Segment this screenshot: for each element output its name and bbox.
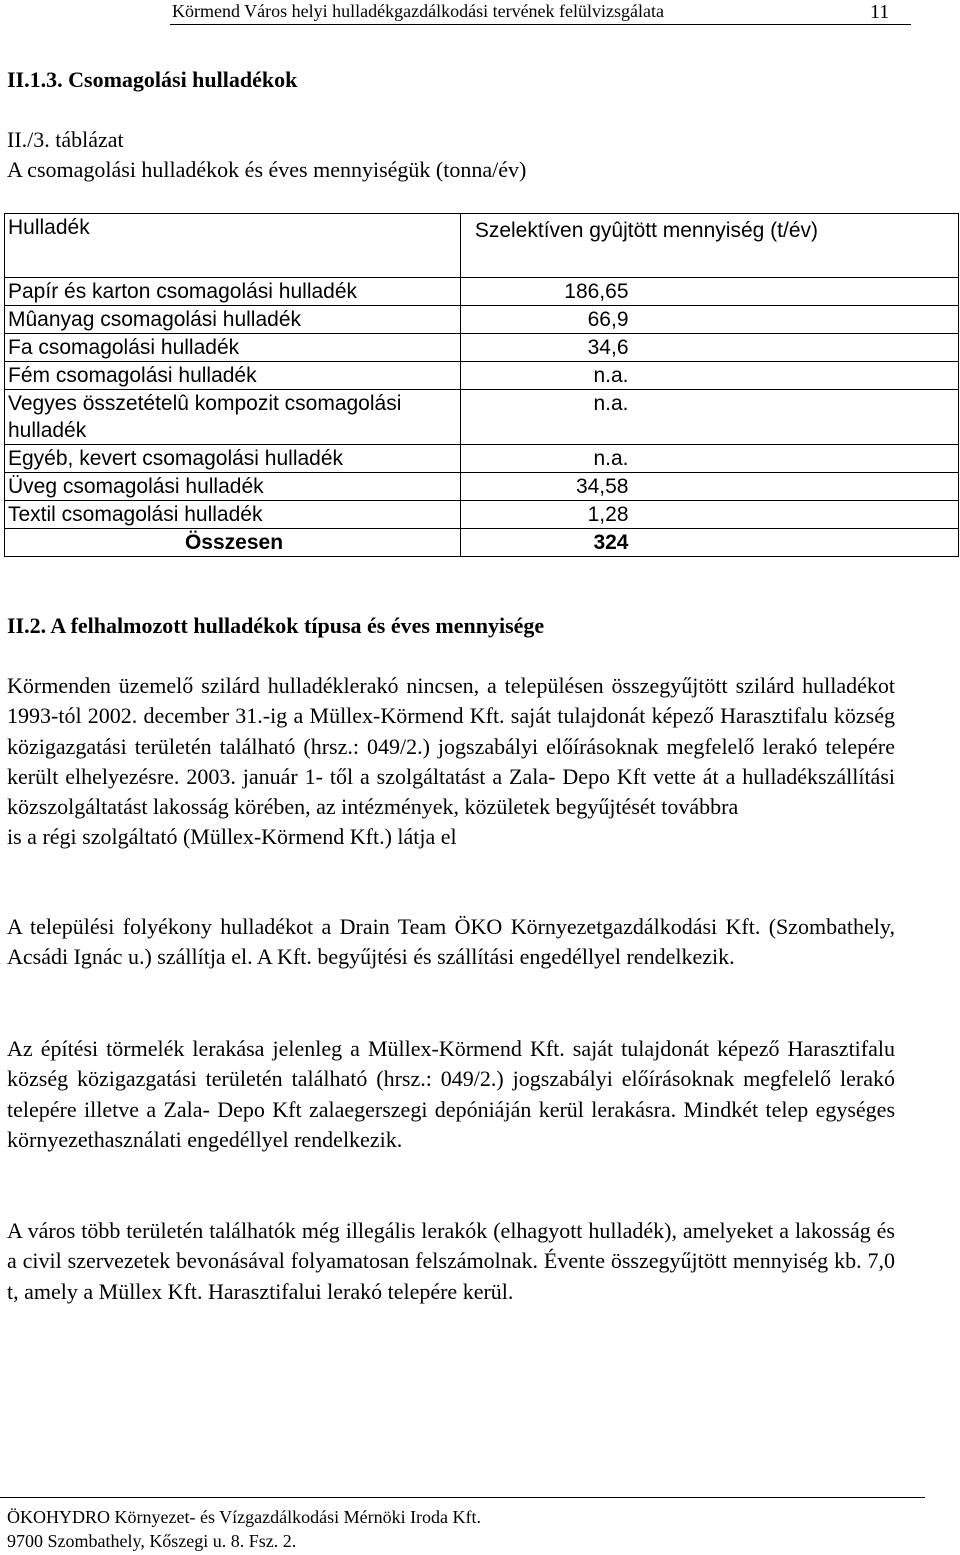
total-value: 324 bbox=[461, 529, 959, 557]
cell-quantity: n.a. bbox=[461, 445, 959, 473]
paragraph-text: is a régi szolgáltató (Müllex-Körmend Kft.) látja el bbox=[7, 824, 457, 850]
cell-waste-type: Mûanyag csomagolási hulladék bbox=[5, 306, 461, 334]
section-heading-2: II.2. A felhalmozott hulladékok típusa és éves mennyisége bbox=[7, 613, 545, 638]
table-row bbox=[5, 445, 959, 473]
cell-quantity: 34,6 bbox=[461, 334, 959, 362]
cell-waste-type: Üveg csomagolási hulladék bbox=[5, 473, 461, 501]
table-label: II./3. táblázat bbox=[7, 127, 124, 152]
table-row bbox=[5, 362, 959, 390]
cell-quantity: n.a. bbox=[461, 390, 959, 445]
header-title: Körmend Város helyi hulladékgazdálkodási tervének felülvizsgálata bbox=[172, 1, 664, 21]
header-cell-quantity: Szelektíven gyûjtött mennyiség (t/év) bbox=[461, 214, 959, 278]
header-cell-waste: Hulladék bbox=[5, 214, 461, 278]
packaging-waste-table bbox=[4, 213, 959, 557]
table-row bbox=[5, 306, 959, 334]
footer-rule bbox=[0, 1497, 925, 1498]
header-rule bbox=[170, 24, 911, 25]
table-header-row bbox=[5, 214, 959, 278]
paragraph-liquid-waste: A települési folyékony hulladékot a Drain Team ÖKO Környezetgazdálkodási Kft. (Szombathely, Acsádi Ignác u.) szállítja el. A Kft. begyűjtési és szállítási engedéllyel rendelkezik. bbox=[7, 914, 895, 970]
cell-quantity: 34,58 bbox=[461, 473, 959, 501]
section-heading: II.1.3. Csomagolási hulladékok bbox=[7, 67, 298, 92]
paragraph-construction-waste: Az építési törmelék lerakása jelenleg a Müllex-Körmend Kft. saját tulajdonát képező Harasztifalu község közigazgatási területén található (hrsz.: 049/2.) jogszabályi előírásoknak megfelelő lerakó telepére illetve a Zala- Depo Kft zalaegerszegi depóniáján kerül lerakásra. Mindkét telep egységes környezethasználati engedéllyel rendelkezik. bbox=[7, 1036, 895, 1152]
footer-address: 9700 Szombathely, Kőszegi u. 8. Fsz. 2. bbox=[7, 1531, 297, 1551]
table-total-row bbox=[5, 529, 959, 557]
total-label: Összesen bbox=[5, 529, 461, 557]
footer-company: ÖKOHYDRO Környezet- és Vízgazdálkodási Mérnöki Iroda Kft. bbox=[7, 1507, 482, 1527]
table-row bbox=[5, 390, 959, 445]
page-number: 11 bbox=[870, 1, 890, 23]
cell-quantity: n.a. bbox=[461, 362, 959, 390]
cell-waste-type: Egyéb, kevert csomagolási hulladék bbox=[5, 445, 461, 473]
table-row bbox=[5, 501, 959, 529]
cell-waste-type: Fém csomagolási hulladék bbox=[5, 362, 461, 390]
table-row bbox=[5, 473, 959, 501]
cell-waste-type: Fa csomagolási hulladék bbox=[5, 334, 461, 362]
cell-waste-type: Papír és karton csomagolási hulladék bbox=[5, 278, 461, 306]
table-row bbox=[5, 334, 959, 362]
cell-waste-type: Vegyes összetételû kompozit csomagolási hulladék bbox=[5, 390, 461, 445]
table-caption: A csomagolási hulladékok és éves mennyiségük (tonna/év) bbox=[7, 157, 527, 182]
cell-quantity: 66,9 bbox=[461, 306, 959, 334]
page-header bbox=[0, 0, 960, 30]
table-row bbox=[5, 278, 959, 306]
paragraph-landfill bbox=[7, 671, 895, 853]
paragraph-text: Körmenden üzemelő szilárd hulladéklerakó nincsen, a településen összegyűjtött szilárd hulladékot 1993-tól 2002. december 31.-ig a Müllex-Körmend Kft. saját tulajdonát képező Harasztifalu község közigazgatási területén található (hrsz.: 049/2.) jogszabályi előírásoknak megfelelő lerakó telepére került elhelyezésre. 2003. január 1- től a szolgáltatást a Zala- Depo Kft vette át a hulladékszállítási közszolgáltatást lakosság körében, az intézmények, közületek begyűjtését továbbra bbox=[7, 673, 895, 820]
cell-quantity: 186,65 bbox=[461, 278, 959, 306]
cell-waste-type: Textil csomagolási hulladék bbox=[5, 501, 461, 529]
paragraph-illegal-dumps: A város több területén találhatók még illegális lerakók (elhagyott hulladék), amelyeket a lakosság és a civil szervezetek bevonásával folyamatosan felszámolnak. Évente összegyűjtött mennyiség kb. 7,0 t, amely a Müllex Kft. Harasztifalui lerakó telepére kerül. bbox=[7, 1218, 895, 1304]
cell-quantity: 1,28 bbox=[461, 501, 959, 529]
